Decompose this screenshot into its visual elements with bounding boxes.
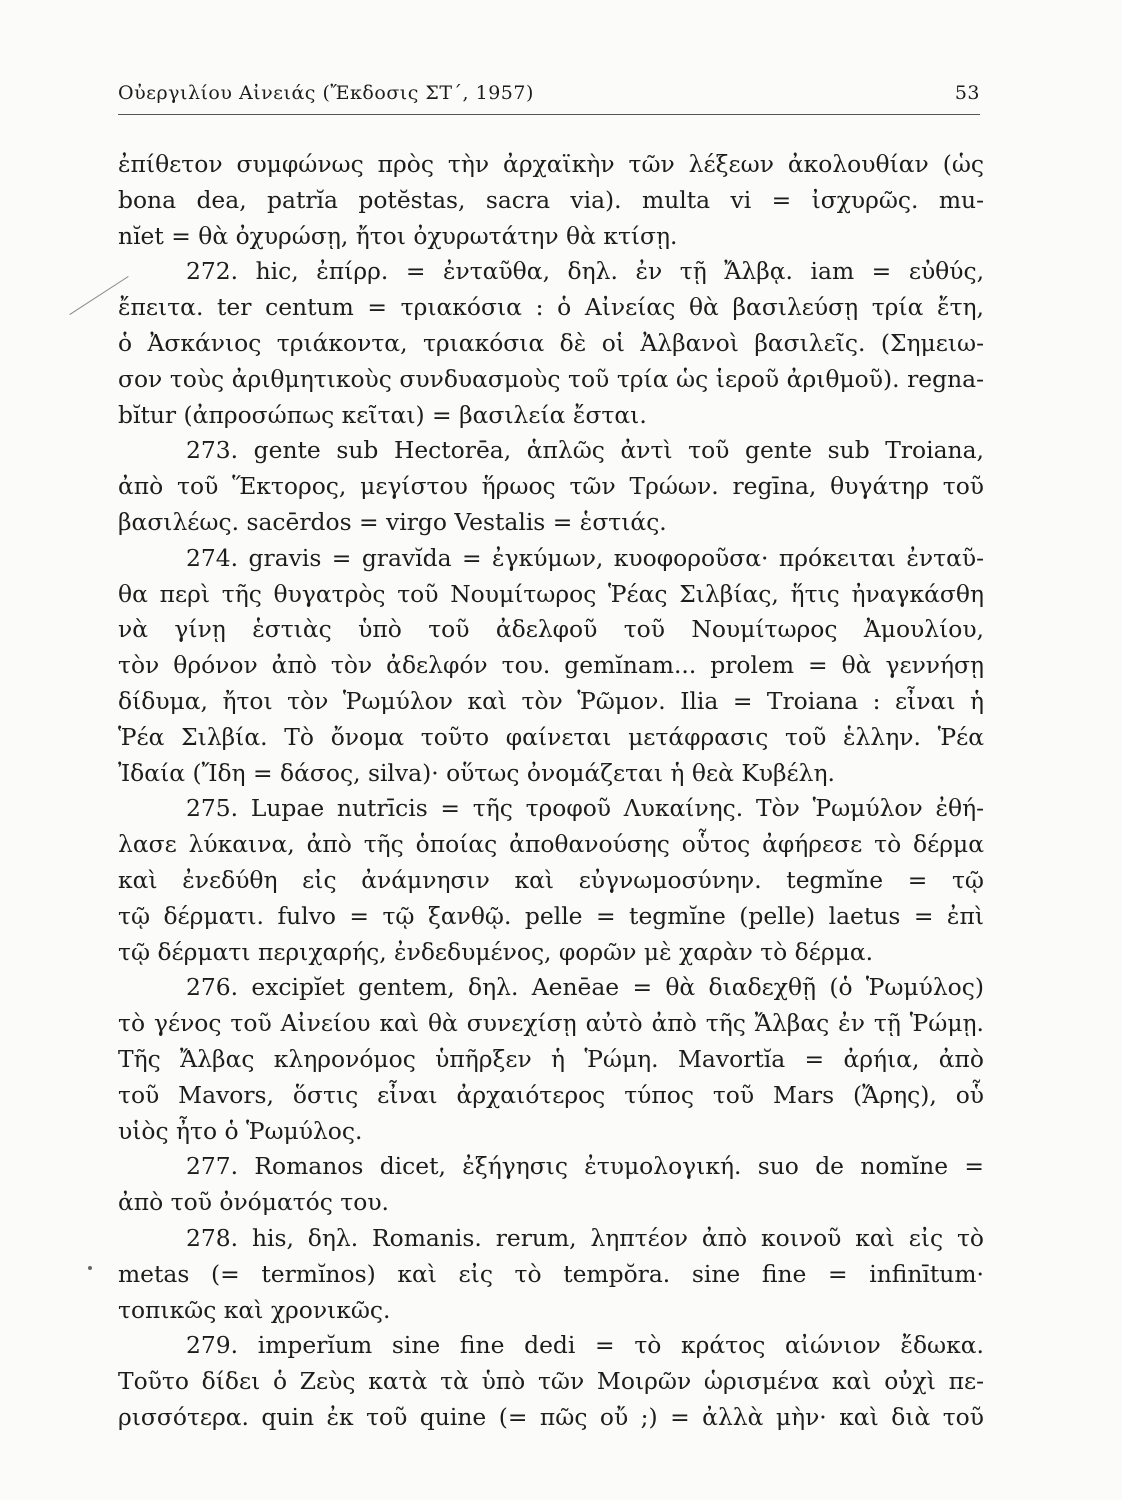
text-line: τῷ δέρματι. fulvo = τῷ ξανθῷ. pelle = tegmĭne (pelle) laetus = ἐπὶ bbox=[118, 901, 984, 930]
header-rule bbox=[118, 114, 980, 115]
text-line: ἀπὸ τοῦ ὀνόματός του. bbox=[118, 1188, 389, 1217]
note-277: 277. Romanos dicet, ἐξήγησις ἐτυμολογική. suo de nomĭne = bbox=[186, 1152, 984, 1181]
note-275: 275. Lupae nutrīcis = τῆς τροφοῦ Λυκαίνης. Τὸν Ῥωμύλον ἐθή- bbox=[186, 794, 984, 823]
text-line: λασε λύκαινα, ἀπὸ τῆς ὁποίας ἀποθανούσης οὗτος ἀφήρεσε τὸ δέρμα bbox=[118, 830, 984, 859]
text-line: νὰ γίνῃ ἑστιὰς ὑπὸ τοῦ ἀδελφοῦ τοῦ Νουμίτωρος Ἀμουλίου, bbox=[118, 615, 984, 644]
text-line: ἀπὸ τοῦ Ἕκτορος, μεγίστου ἥρωος τῶν Τρώων. regīna, θυγάτηρ τοῦ bbox=[118, 472, 984, 501]
text-line: τοῦ Mavors, ὅστις εἶναι ἀρχαιότερος τύπος τοῦ Mars (Ἄρης), οὗ bbox=[118, 1080, 984, 1109]
running-header bbox=[118, 82, 980, 104]
note-274: 274. gravis = gravĭda = ἐγκύμων, κυοφοροῦσα· πρόκειται ἐνταῦ- bbox=[186, 543, 984, 572]
note-279: 279. imperĭum sine fine dedi = τὸ κράτος αἰώνιον ἔδωκα. bbox=[186, 1331, 984, 1360]
text-line: Ῥέα Σιλβία. Τὸ ὄνομα τοῦτο φαίνεται μετάφρασις τοῦ ἑλλην. Ῥέα bbox=[118, 722, 984, 751]
text-line: τὸ γένος τοῦ Αἰνείου καὶ θὰ συνεχίσῃ αὐτὸ ἀπὸ τῆς Ἄλβας ἐν τῇ Ῥώμῃ. bbox=[118, 1009, 984, 1038]
text-line: metas (= termĭnos) καὶ εἰς τὸ tempŏra. sine fine = infinītum· bbox=[118, 1259, 984, 1288]
note-273: 273. gente sub Hectorēa, ἁπλῶς ἀντὶ τοῦ gente sub Troiana, bbox=[186, 436, 984, 465]
note-278: 278. his, δηλ. Romanis. rerum, ληπτέον ἀπὸ κοινοῦ καὶ εἰς τὸ bbox=[186, 1223, 984, 1252]
text-line: υἱὸς ἦτο ὁ Ῥωμύλος. bbox=[118, 1116, 363, 1145]
text-line: τῷ δέρματι περιχαρής, ἐνδεδυμένος, φορῶν μὲ χαρὰν τὸ δέρμα. bbox=[118, 937, 874, 966]
text-line: bĭtur (ἀπροσώπως κεῖται) = βασιλεία ἔσται. bbox=[118, 400, 647, 429]
text-line: bona dea, patrĭa potĕstas, sacra via). multa vi = ἰσχυρῶς. mu- bbox=[118, 185, 984, 214]
text-line: ἐπίθετον συμφώνως πρὸς τὴν ἀρχαϊκὴν τῶν λέξεων ἀκολουθίαν (ὡς bbox=[118, 150, 984, 178]
text-line: βασιλέως. sacērdos = virgo Vestalis = ἑστιάς. bbox=[118, 507, 667, 536]
text-line: nĭet = θὰ ὀχυρώσῃ, ἤτοι ὀχυρωτάτην θὰ κτίσῃ. bbox=[118, 221, 678, 250]
text-line: σον τοὺς ἀριθμητικοὺς συνδυασμοὺς τοῦ τρία ὡς ἱεροῦ ἀριθμοῦ). regna- bbox=[118, 364, 984, 393]
text-line: καὶ ἐνεδύθη εἰς ἀνάμνησιν καὶ εὐγνωμοσύνην. tegmĭne = τῷ bbox=[118, 865, 984, 894]
margin-dot-mark bbox=[88, 1266, 92, 1270]
text-line: δίδυμα, ἤτοι τὸν Ῥωμύλον καὶ τὸν Ῥῶμον. Ilia = Troiana : εἶναι ἡ bbox=[118, 686, 984, 715]
text-line: ρισσότερα. quin ἐκ τοῦ quine (= πῶς οὔ ;) = ἀλλὰ μὴν· καὶ διὰ τοῦ bbox=[118, 1402, 984, 1431]
commentary-text bbox=[118, 147, 984, 1436]
text-line: θα περὶ τῆς θυγατρὸς τοῦ Νουμίτωρος Ῥέας Σιλβίας, ἥτις ἠναγκάσθη bbox=[118, 579, 984, 608]
note-276: 276. excipĭet gentem, δηλ. Aenēae = θὰ διαδεχθῇ (ὁ Ῥωμύλος) bbox=[186, 973, 984, 1002]
running-title: Οὐεργιλίου Αἰνειάς (Ἔκδοσις ΣΤ΄, 1957) bbox=[118, 82, 534, 104]
text-line: Τῆς Ἄλβας κληρονόμος ὑπῆρξεν ἡ Ῥώμη. Mavortĭa = ἀρήια, ἀπὸ bbox=[118, 1044, 984, 1073]
text-line: ὁ Ἀσκάνιος τριάκοντα, τριακόσια δὲ οἱ Ἀλβανοὶ βασιλεῖς. (Σημειω- bbox=[118, 328, 984, 357]
text-line: τοπικῶς καὶ χρονικῶς. bbox=[118, 1295, 391, 1324]
note-272: 272. hic, ἐπίρρ. = ἐνταῦθα, δηλ. ἐν τῇ Ἄλβᾳ. iam = εὐθύς, bbox=[186, 257, 984, 286]
page-number: 53 bbox=[954, 82, 980, 104]
text-line: Ἰδαία (Ἴδη = δάσος, silva)· οὕτως ὀνομάζεται ἡ θεὰ Κυβέλη. bbox=[118, 758, 835, 787]
text-line: ἔπειτα. ter centum = τριακόσια : ὁ Αἰνείας θὰ βασιλεύσῃ τρία ἔτη, bbox=[118, 293, 984, 322]
text-line: τὸν θρόνον ἀπὸ τὸν ἀδελφόν του. gemĭnam... prolem = θὰ γεννήσῃ bbox=[118, 651, 984, 680]
text-line: Τοῦτο δίδει ὁ Ζεὺς κατὰ τὰ ὑπὸ τῶν Μοιρῶν ὡρισμένα καὶ οὐχὶ πε- bbox=[118, 1367, 984, 1396]
